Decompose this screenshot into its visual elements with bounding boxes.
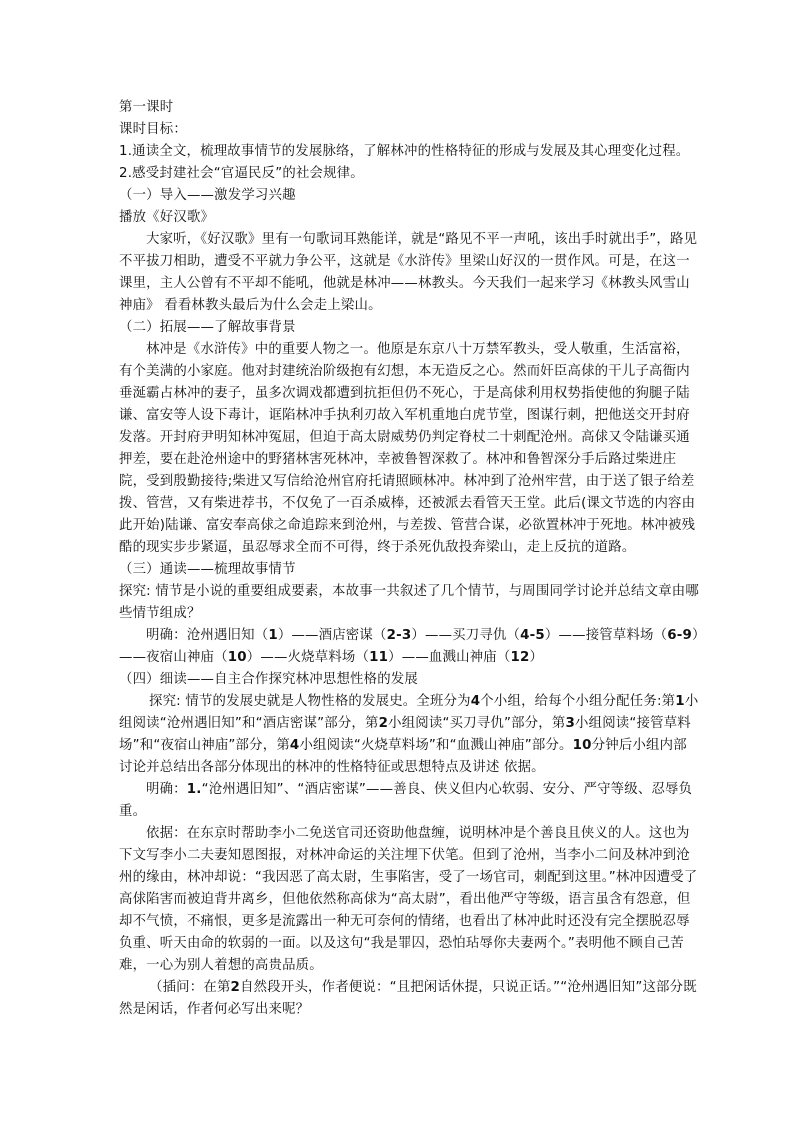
section1-play: 播放《好汉歌》 — [119, 210, 215, 225]
section3-heading: （三）通读——梳理故事情节 — [119, 562, 296, 577]
objectives-label: 课时目标： — [119, 122, 187, 137]
answer-text: ）——夜宿山神庙（ — [119, 628, 699, 665]
section4-heading: （四）细读——自主合作探究林冲思想性格的发展 — [119, 672, 418, 687]
number: 10 — [572, 738, 592, 753]
answer-text: ）——买刀寻仇（ — [411, 628, 521, 643]
number: 2 — [378, 716, 389, 731]
document-page — [119, 97, 699, 1021]
answer-text: “沧州遇旧知”、“酒店密谋”——善良、侠义但内心软弱、安分、严守等级、忍辱负重。 — [119, 782, 693, 819]
number: 3 — [565, 716, 576, 731]
number: 2 — [230, 980, 241, 995]
inquiry-text: 分钟后小组内部讨论并总结出各部分体现出的林冲的性格特征或思想特点及讲述 依据。 — [119, 738, 687, 775]
insert-text: 自然段开头，作者便说：“且把闲话休提，只说正话。”“沧州遇旧知”这部分既然是闲话，作者何必写出来呢？ — [119, 980, 697, 1017]
objective-2: 2.感受封建社会“官逼民反”的社会规律。 — [119, 166, 364, 181]
number: 4 — [289, 738, 300, 753]
section4-basis: 依据：在东京时帮助李小二免送官司还资助他盘缠，说明林冲是个善良且侠义的人。这也为下文写李小二夫妻知恩图报，对林冲命运的关注埋下伏笔。但到了沧州，当李小二问及林冲到沧州的缘由，林冲却说：“我因恶了高太尉，生事陷害，受了一场官司，刺配到这里。”林冲因遭受了高俅陷害而被迫背井离乡，但他依然称高俅为“高太尉”，看出他严守等级，语言虽含有怨意，但却不气愤，不痛恨，更多是流露出一种无可奈何的情绪，也看出了林冲此时还没有完全摆脱忍辱负重、听天由命的软弱的一面。以及这句“我是罪囚，恐怕玷辱你夫妻两个。”表明他不顾自己苦难，一心为别人着想的高贵品质。 — [119, 826, 698, 973]
section2-paragraph: 林冲是《水浒传》中的重要人物之一。他原是东京八十万禁军教头，受人敬重，生活富裕，有个美满的小家庭。他对封建统治阶级抱有幻想，本无造反之心。然而奸臣高俅的干儿子高衙内垂涎霸占林冲的妻子，虽多次调戏都遭到抗拒但仍不死心，于是高俅利用权势指使他的狗腿子陆谦、富安等人设下毒计，诓陷林冲手执利刃故入军机重地白虎节堂，图谋行刺，把他送交开封府发落。开封府尹明知林冲冤屈，但迫于高太尉威势仍判定脊杖二十刺配沧州。高俅又令陆谦买通押差，要在赴沧州途中的野猪林害死林冲，幸被鲁智深救了。林冲和鲁智深分手后路过柴进庄院，受到殷勤接待;柴进又写信给沧州官府托请照顾林冲。林冲到了沧州牢营，由于送了银子给差拨、管营，又有柴进荐书，不仅免了一百杀威棒，还被派去看管天王堂。此后(课文节选的内容由此开始)陆谦、富安奉高俅之命追踪来到沧州，与差拨、管营合谋，必欲置林冲于死地。林冲被残酷的现实步步紧逼，虽忍辱求全而不可得，终于杀死仇敌投奔梁山，走上反抗的道路。 — [119, 342, 696, 555]
number: 4 — [470, 694, 481, 709]
answer-text: ）——接管草料场（ — [544, 628, 668, 643]
answer-text: ）——酒店密谋（ — [277, 628, 387, 643]
section1-heading: （一）导入——激发学习兴趣 — [119, 188, 296, 203]
paragraph-number: 12 — [510, 650, 530, 665]
section4-inquiry — [119, 691, 699, 779]
answer-text: ）——火烧草料场（ — [246, 650, 370, 665]
section2-heading: （二）拓展——了解故事背景 — [119, 320, 296, 335]
inquiry-text: 探究: 情节的发展史就是人物性格的发展史。全班分为 — [149, 694, 471, 709]
number: 1 — [675, 694, 685, 709]
inquiry-text: 小组阅读“火烧草料场”和“血溅山神庙”部分。 — [299, 738, 573, 753]
paragraph-number: 6-9 — [667, 628, 693, 643]
number: 1. — [186, 782, 202, 797]
answer-text: ） — [529, 650, 544, 665]
insert-text: （插问：在第 — [149, 980, 231, 995]
paragraph-number: 2-3 — [386, 628, 412, 643]
section4-answer — [119, 779, 699, 823]
answer-text: ）——血溅山神庙（ — [388, 650, 511, 665]
answer-label: 明确： — [146, 628, 187, 643]
answer-label: 明确： — [146, 782, 187, 797]
section4-insert-question — [119, 977, 699, 1021]
paragraph-number: 4-5 — [520, 628, 545, 643]
paragraph-number: 11 — [369, 650, 389, 665]
paragraph-number: 1 — [268, 628, 278, 643]
inquiry-text: 小组阅读“买刀寻仇”部分，第 — [388, 716, 566, 731]
inquiry-text: 小组阅读“沧州遇旧知”和“酒店密谋”部分，第 — [119, 694, 699, 731]
section1-paragraph: 大家听，《好汉歌》里有一句歌词耳熟能详，就是“路见不平一声吼，该出手时就出手”，路见不平拔刀相助，遭受不平就力争公平，这就是《水浒传》里梁山好汉的一贯作风。可是，在这一课里，主人公曾有不平却不能吼，他就是林冲——林教头。今天我们一起来学习《林教头风雪山神庙》 看看林教头最后为什么会走上梁山。 — [119, 232, 698, 313]
answer-text: 沧州遇旧知（ — [186, 628, 269, 643]
objective-1: 1.通读全文，梳理故事情节的发展脉络，了解林冲的性格特征的形成与发展及其心理变化过程。 — [119, 144, 690, 159]
paragraph-number: 10 — [227, 650, 247, 665]
lesson-title: 第一课时 — [119, 100, 174, 115]
inquiry-text: 小组阅读“接管草料场”和“夜宿山神庙”部分，第 — [119, 716, 691, 753]
section3-answer — [119, 625, 699, 669]
inquiry-text: 个小组，给每个小组分配任务:第 — [480, 694, 676, 709]
section3-inquiry: 探究: 情节是小说的重要组成要素，本故事一共叙述了几个情节，与周围同学讨论并总结文章由哪些情节组成？ — [119, 584, 699, 621]
